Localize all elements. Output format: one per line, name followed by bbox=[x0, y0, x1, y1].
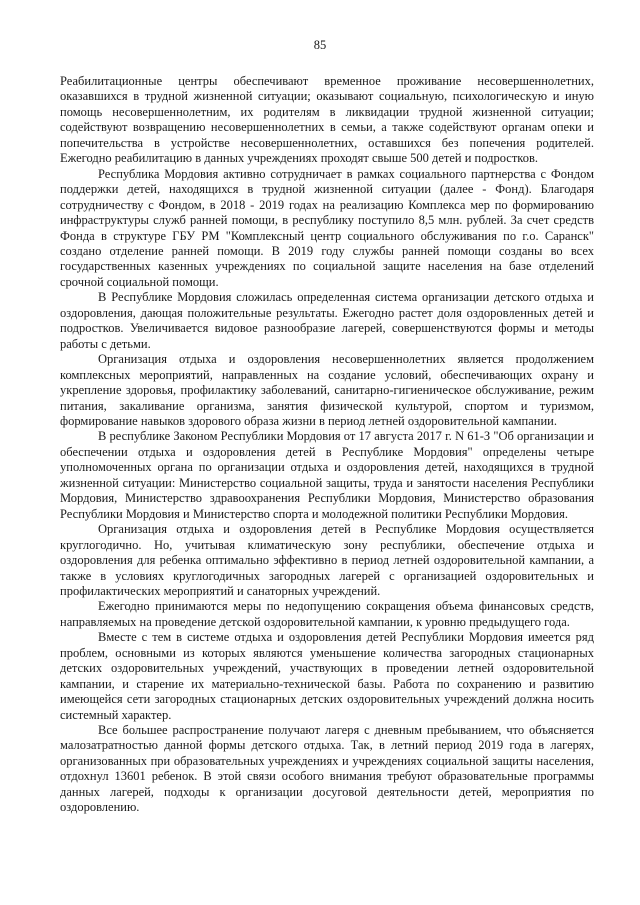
paragraph-recreation-system: В Республике Мордовия сложилась определенная система организации детского отдыха и оздоровления, дающая положительные результаты. Ежегодно растет доля оздоровленных детей и подростков. Увеличивается видовое разнообразие лагерей, совершенствуются формы и методы работы с детьми. bbox=[60, 290, 594, 351]
paragraph-rehabilitation-centers: Реабилитационные центры обеспечивают временное проживание несовершеннолетних, оказавшихся в трудной жизненной ситуации; оказывают социальную, психологическую и иную помощь несовершеннолетним, их родителям в ликвидации трудной жизненной ситуации; содействуют возвращению несовершеннолетних в семьи, а также содействуют органам опеки и попечительства в устройстве несовершеннолетних, оставшихся без попечения родителей. Ежегодно реабилитацию в данных учреждениях проходят свыше 500 детей и подростков. bbox=[60, 74, 594, 166]
paragraph-law-authorities: В республике Законом Республики Мордовия от 17 августа 2017 г. N 61-З "Об организации и обеспечении отдыха и оздоровления детей в Республике Мордовия" определены четыре уполномоченных органа по организации отдыха и оздоровления детей, находящихся в трудной жизненной ситуации: Министерство социальной защиты, труда и занятости населения Республики Мордовия, Министерство здравоохранения Республики Мордовия, Министерство образования Республики Мордовия и Министерство спорта и молодежной политики Республики Мордовия. bbox=[60, 429, 594, 521]
paragraph-problems: Вместе с тем в системе отдыха и оздоровления детей Республики Мордовия имеется ряд проблем, основными из которых являются уменьшение количества загородных стационарных детских оздоровительных учреждений, участвующих в проведении летней оздоровительной кампании, и старение их материально-технической базы. Работа по сохранению и развитию имеющейся сети загородных стационарных детских оздоровительных учреждений должна носить системный характер. bbox=[60, 630, 594, 722]
paragraph-recreation-organization: Организация отдыха и оздоровления несовершеннолетних является продолжением комплексных мероприятий, направленных на создание условий, обеспечивающих охрану и укрепление здоровья, профилактику заболеваний, санитарно-гигиеническое обслуживание, режим питания, закаливание организма, занятия физической культурой, спортом и туризмом, формирование навыков здорового образа жизни в период летней оздоровительной кампании. bbox=[60, 352, 594, 428]
paragraph-year-round: Организация отдыха и оздоровления детей в Республике Мордовия осуществляется круглогодично. Но, учитывая климатическую зону республики, обеспечение отдыха и оздоровления для ребенка оптимально эффективно в период летней оздоровительной кампании, а также в условиях круглогодичных загородных лагерей с организацией оздоровительных и профилактических мероприятий и санаторных учреждений. bbox=[60, 522, 594, 598]
paragraph-funding-measures: Ежегодно принимаются меры по недопущению сокращения объема финансовых средств, направляемых на проведение детской оздоровительной кампании, к уровню предыдущего года. bbox=[60, 599, 594, 629]
page-number: 85 bbox=[313, 38, 327, 52]
paragraph-fund-partnership: Республика Мордовия активно сотрудничает в рамках социального партнерства с Фондом поддержки детей, находящихся в трудной жизненной ситуации (далее - Фонд). Благодаря сотрудничеству с Фондом, в 2018 - 2019 годах на реализацию Комплекса мер по формированию инфраструктуры служб ранней помощи, в республику поступило 8,5 млн. рублей. За счет средств Фонда в структуре ГБУ РМ "Комплексный центр социального обслуживания по г.о. Саранск" создано отделение ранней помощи. В 2019 году службы ранней помощи созданы во всех государственных казенных учреждениях по социальной защите населения на базе отделений срочной социальной помощи. bbox=[60, 166, 594, 289]
paragraph-day-camps: Все большее распространение получают лагеря с дневным пребыванием, что объясняется малозатратностью данной формы детского отдыха. Так, в летний период 2019 года в лагерях, организованных при образовательных учреждениях и учреждениях социальной защиты населения, отдохнул 13601 ребенок. В этой связи особого внимания требуют образовательные программы данных лагерей, подходы к организации досуговой деятельности детей, мероприятия по оздоровлению. bbox=[60, 723, 594, 815]
document-body bbox=[60, 74, 594, 816]
